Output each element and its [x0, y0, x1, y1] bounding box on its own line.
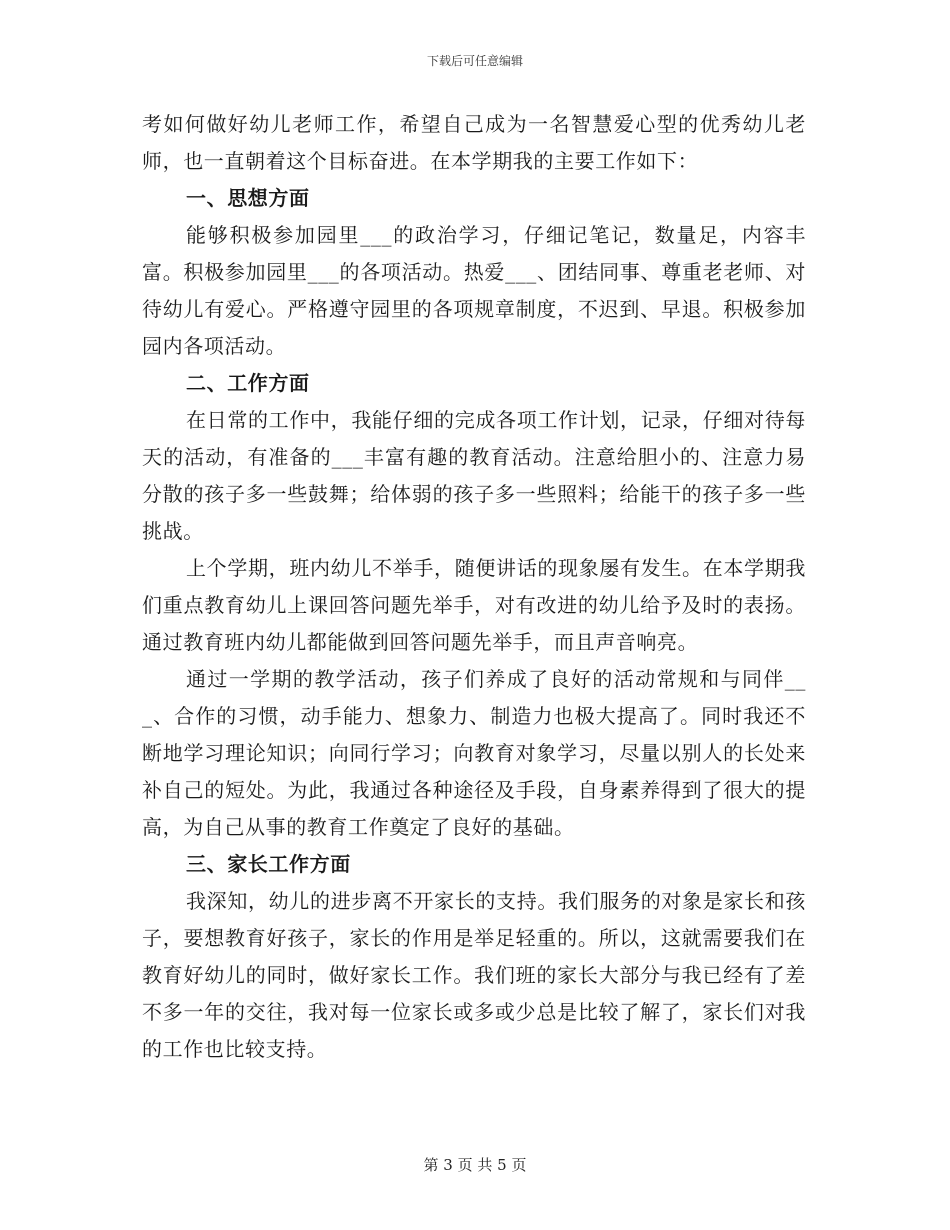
- paragraph: 在日常的工作中，我能仔细的完成各项工作计划，记录，仔细对待每天的活动，有准备的___丰富有趣的教育活动。注意给胆小的、注意力易分散的孩子多一些鼓舞；给体弱的孩子多一些照料；给能干的孩子多一些挑战。: [142, 408, 806, 543]
- document-body: [142, 106, 806, 1068]
- paragraph: 能够积极参加园里___的政治学习，仔细记笔记，数量足，内容丰富。积极参加园里___的各项活动。热爱___、团结同事、尊重老老师、对待幼儿有爱心。严格遵守园里的各项规章制度，不迟到、早退。积极参加园内各项活动。: [142, 223, 806, 358]
- section-heading-parents: 三、家长工作方面: [186, 852, 351, 876]
- paragraph: 上个学期，班内幼儿不举手，随便讲话的现象屡有发生。在本学期我们重点教育幼儿上课回答问题先举手，对有改进的幼儿给予及时的表扬。通过教育班内幼儿都能做到回答问题先举手，而且声音响亮。: [142, 556, 806, 654]
- section-heading-thought: 一、思想方面: [186, 186, 310, 210]
- paragraph: 通过一学期的教学活动，孩子们养成了良好的活动常规和与同伴___、合作的习惯，动手能力、想象力、制造力也极大提高了。同时我还不断地学习理论知识；向同行学习；向教育对象学习，尽量以别人的长处来补自己的短处。为此，我通过各种途径及手段，自身素养得到了很大的提高，为自己从事的教育工作奠定了良好的基础。: [142, 667, 806, 839]
- paragraph: 我深知，幼儿的进步离不开家长的支持。我们服务的对象是家长和孩子，要想教育好孩子，家长的作用是举足轻重的。所以，这就需要我们在教育好幼儿的同时，做好家长工作。我们班的家长大部分与我已经有了差不多一年的交往，我对每一位家长或多或少总是比较了解了，家长们对我的工作也比较支持。: [142, 889, 806, 1061]
- intro-paragraph: 考如何做好幼儿老师工作，希望自己成为一名智慧爱心型的优秀幼儿老师，也一直朝着这个目标奋进。在本学期我的主要工作如下：: [142, 112, 806, 173]
- page-number: 第 3 页 共 5 页: [423, 1156, 527, 1174]
- section-heading-work: 二、工作方面: [186, 371, 310, 395]
- header-note: 下载后可任意编辑: [426, 54, 523, 68]
